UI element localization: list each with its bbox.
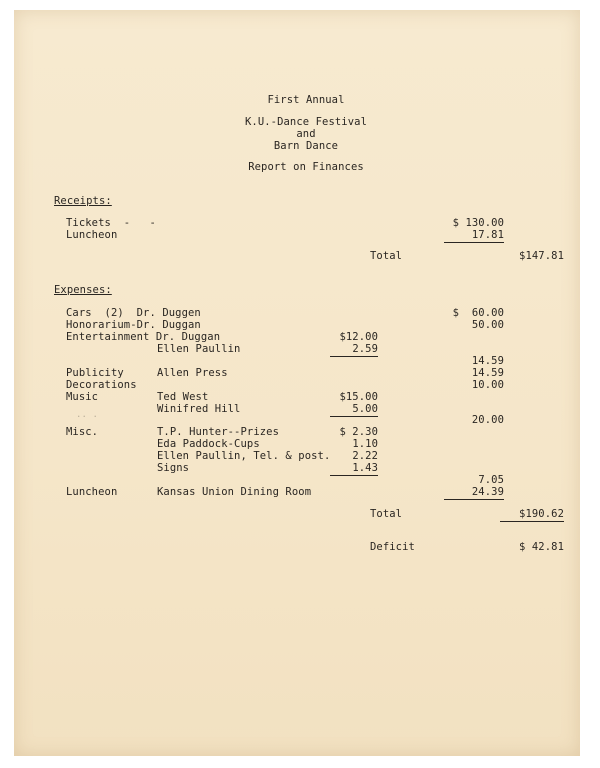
expense-publicity-label: Publicity (66, 367, 124, 379)
expense-misc-total: 7.05 (478, 474, 504, 486)
receipts-heading: Receipts: (54, 195, 112, 207)
expense-misc-item3: Ellen Paullin, Tel. & post. (157, 450, 331, 462)
expense-music-sub1: $15.00 (339, 391, 378, 403)
title-line-3: and (296, 128, 316, 140)
expense-misc-item2: Eda Paddock-Cups (157, 438, 260, 450)
expense-entertainment-sub2: 2.59 (330, 343, 378, 357)
expense-decorations-amount: 10.00 (471, 379, 504, 391)
title-line-2: K.U.-Dance Festival (244, 116, 367, 128)
pencil-mark: .. . (76, 410, 99, 420)
title-line-5: Report on Finances (248, 161, 364, 173)
receipts-luncheon-label: Luncheon (66, 229, 118, 241)
expenses-total-amount: $190.62 (500, 508, 564, 522)
expense-music-name1: Ted West (157, 391, 209, 403)
expense-honorarium-label: Honorarium-Dr. Duggan (66, 319, 201, 331)
expense-music-name2: Winifred Hill (157, 403, 241, 415)
expense-luncheon-vendor: Kansas Union Dining Room (157, 486, 312, 498)
expense-publicity-amount: 14.59 (471, 367, 504, 379)
document-page (14, 10, 580, 756)
expense-misc-sub1: $ 2.30 (339, 426, 378, 438)
expense-cars-label: Cars (2) Dr. Duggen (66, 307, 201, 319)
expense-publicity-vendor: Allen Press (157, 367, 228, 379)
expenses-total-label: Total (370, 508, 403, 520)
expense-music-sub2: 5.00 (330, 403, 378, 417)
deficit-amount: $ 42.81 (519, 541, 564, 553)
receipts-tickets-amount: $ 130.00 (452, 217, 504, 229)
expenses-heading: Expenses: (54, 284, 112, 296)
expense-misc-sub4: 1.43 (330, 462, 378, 476)
expense-misc-sub3: 2.22 (352, 450, 378, 462)
receipts-total-label: Total (370, 250, 403, 262)
expense-entertainment-label: Entertainment Dr. Duggan (66, 331, 221, 343)
expense-decorations-label: Decorations (66, 379, 137, 391)
expense-entertainment-total: 14.59 (471, 355, 504, 367)
expense-misc-item4: Signs (157, 462, 190, 474)
expense-music-total: 20.00 (471, 414, 504, 426)
expense-entertainment-sub1: $12.00 (339, 331, 378, 343)
expense-misc-item1: T.P. Hunter--Prizes (157, 426, 280, 438)
expense-entertainment-name2: Ellen Paullin (157, 343, 241, 355)
receipts-luncheon-amount: 17.81 (444, 229, 504, 243)
expense-misc-label: Misc. (66, 426, 99, 438)
deficit-label: Deficit (370, 541, 415, 553)
title-line-1: First Annual (267, 94, 345, 106)
expense-cars-amount: $ 60.00 (452, 307, 504, 319)
expense-honorarium-amount: 50.00 (471, 319, 504, 331)
expense-misc-sub2: 1.10 (352, 438, 378, 450)
title-line-4: Barn Dance (273, 140, 339, 152)
expense-luncheon-amount: 24.39 (444, 486, 504, 500)
expense-music-label: Music (66, 391, 99, 403)
expense-luncheon-label: Luncheon (66, 486, 118, 498)
receipts-total-amount: $147.81 (519, 250, 564, 262)
receipts-tickets-label: Tickets - - (66, 217, 156, 229)
